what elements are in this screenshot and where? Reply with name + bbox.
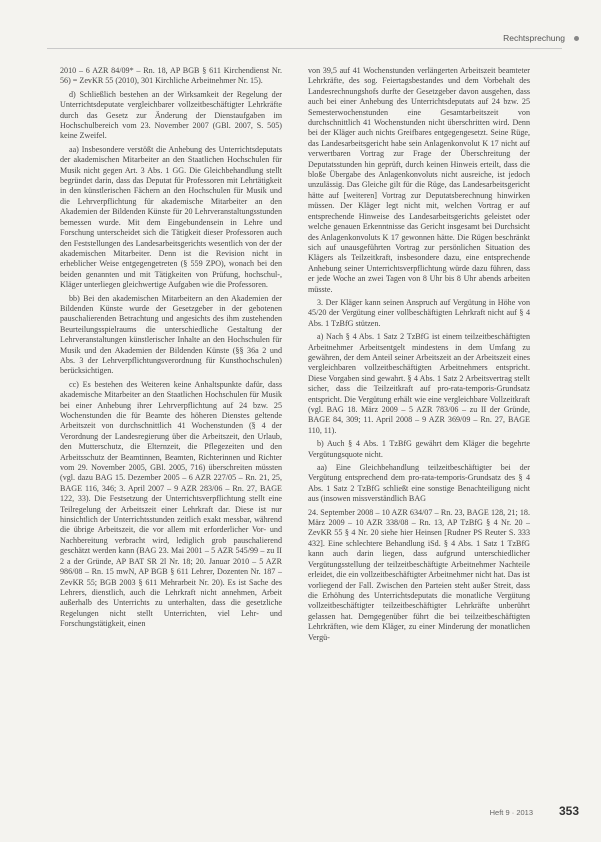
paragraph: bb) Bei den akademischen Mitarbeitern an den Akademien der Bildenden Künste wurde der Gesetzgeber in der gebotenen pauschalierenden Betrachtung und angesichts des ihm zustehenden Beurteilungsspielraums die unterschiedliche Gestaltung der Lehrveranstaltungen künstlerischer Inhalte an den Hochschulen für Musik und den Akademien der Bildenden Künste (§§ 36a 2 und Abs. 3 der Lehrverpflichtungsverordnung für Kunsthochschulen) berücksichtigen. bbox=[60, 293, 282, 376]
paragraph: 24. September 2008 – 10 AZR 634/07 – Rn. 23, BAGE 128, 21; 18. März 2009 – 10 AZR 338/08 – Rn. 13, AP TzBfG § 4 Nr. 20 – ZevKR 55 § 4 Nr. 20 siehe hier Heinsen [Rudner PS Reuter S. 333 432]. Eine schlechtere Behandlung iSd. § 4 Abs. 1 Satz 1 TzBfG kann auch darin liegen, dass aufgrund unterschiedlicher Vergütungsstellung der teilzeitbeschäftigte Arbeitnehmer Nachteile erleidet, die ein vollzeitbeschäftigter Arbeitnehmer nicht hat. Das ist vorliegend der Fall. Zwischen den Parteien steht außer Streit, dass die Erhöhung des Unterrichtsdeputats die monatliche Vergütung vollzeitbeschäftigter teilzeitbeschäftigter Lehrkräfte unberührt gelassen hat. Demgegenüber führt die bei teilzeitbeschäftigten Lehrkräften, wie dem Kläger, zu einer Minderung der monatlichen Vergü- bbox=[308, 507, 530, 642]
paragraph: aa) Insbesondere verstößt die Anhebung des Unterrichtsdeputats der akademischen Mitarbeiter an den Staatlichen Hochschulen für Musik nicht gegen Art. 3 Abs. 1 GG. Die Gleichbehandlung stellt begründet darin, dass das Deputat für Professoren mit Lehrtätigkeit in den künstlerischen Fächern an den Hochschulen für Musik und die Lehrverpflichtung für akademische Mitarbeiter an den Akademien der Bildenden Künste für 20 Lehrveranstaltungsstunden bemessen wurde. Mit dem Eingebundensein in Lehre und Forschung unterscheidet sich die Tätigkeit dieser Professoren auch den Feststellungen des Landesarbeitsgerichts wesentlich von der der akademischen Mitarbeiter. Denn ist die Revision nicht in erheblicher Weise entgegengetreten (§ 559 ZPO), wonach bei den beiden genannten und mit Tätigkeiten von Prüfung, hochschul-, Kläger unterliegen gleichwertige Aufgaben wie die Professoren. bbox=[60, 144, 282, 290]
paragraph: a) Nach § 4 Abs. 1 Satz 2 TzBfG ist einem teilzeitbeschäftigten Arbeitnehmer Arbeitsentgelt mindestens in dem Umfang zu gewähren, der dem Anteil seiner Arbeitszeit an der Arbeitszeit eines vergleichbaren vollzeitbeschäftigten Arbeitnehmers entspricht. Diese Vorgaben sind gewahrt. § 4 Abs. 1 Satz 2 Arbeitsvertrag stellt sicher, dass die Teilzeitkraft auf pro-rata-temporis-Grundsatz entspricht. Die Vergütung erhält wie eine vergleichbare Vollzeitkraft (vgl. BAG 18. März 2009 – 5 AZR 783/06 – zu II der Gründe, BAGE 84, 309; 11. April 2008 – 9 AZR 369/09 – Rn. 27, BAGE 110, 11). bbox=[308, 332, 530, 435]
bullet-dot-icon bbox=[574, 36, 579, 41]
paragraph: cc) Es bestehen des Weiteren keine Anhaltspunkte dafür, dass akademische Mitarbeiter an den Staatlichen Hochschulen für Musik bei einer Anhebung ihrer Lehrverpflichtung auf 24 bzw. 25 Wochenstunden die für Beamte des höheren Dienstes geltende Arbeitszeit von durchschnittlich 41 Wochenstunden (§ 4 der Verordnung der Landesregierung über die Arbeitszeit, den Urlaub, den Mutterschutz, die Elternzeit, die Pflegezeiten und den Arbeitsschutz der Beamtinnen, Beamten, Richterinnen und Richter vom 29. November 2005, GBl. 2005, 716) überschreiten müssten (vgl. dazu BAG 15. Dezember 2005 – 6 AZR 227/05 – Rn. 21, 25, BAGE 116, 346; 3. April 2007 – 9 AZR 283/06 – Rn. 27, BAGE 122, 33). Die Festsetzung der Unterrichtsverpflichtung stellt eine Teilregelung der Arbeitszeit einer Lehrkraft dar. Diese ist nur hinsichtlich der Unterrichtsstunden zeitlich exakt messbar, während die übrige Arbeitszeit, die vor allem mit erforderlicher Vor- und Nachbereitung verbracht wird, lediglich grob pauschalierend geschätzt werden kann (BAG 23. Mai 2001 – 5 AZR 545/99 – zu II 2 a der Gründe, AP BAT SR 2l Nr. 18; 20. Januar 2010 – 5 AZR 986/08 – Rn. 15 mwN, AP BGB § 611 Lehrer, Dozenten Nr. 187 – ZevKR 55; BGB 2003 § 611 Mehrarbeit Nr. 20). Es ist Sache des Lehrers, dienstlich, auch die Lehrkraft nicht annehmen, Arbeit außerhalb des Unterrichts zu unterhalten, dass die gesetzliche Regelungen nicht stellt Unterrichten, viel Lehr- und Forschungstätigkeit, einen bbox=[60, 379, 282, 629]
paragraph: aa) Eine Gleichbehandlung teilzeitbeschäftigter bei der Vergütung entsprechend dem pro-rata-temporis-Grundsatz des § 4 Abs. 1 Satz 2 TzBfG schließt eine sonstige Benachteiligung nicht aus (insowen missverständlich BAG bbox=[308, 463, 530, 504]
header-rule bbox=[47, 48, 562, 49]
paragraph: 2010 – 6 AZR 84/09* – Rn. 18, AP BGB § 611 Kirchendienst Nr. 56) = ZevKR 55 (2010), 301 Kirchliche Arbeitnehmer Nr. 15). bbox=[60, 66, 282, 86]
right-column bbox=[308, 66, 530, 814]
paragraph: von 39,5 auf 41 Wochenstunden verlängerten Arbeitszeit beamteter Lehrkräfte, des sog. Feiertagsbestandes und dem Vorbehalt des Landesrechnungshofs durfte der Gesetzgeber davon ausgehen, dass auch bei einer Anhebung des Unterrichtsdeputats auf 24 bzw. 25 Semesterwochenstunden eine Gesamtarbeitszeit von durchschnittlich 41 Wochenstunden nicht überschritten wird. Denn bei der Kläger auch nichts Greifbares entgegengesetzt. Seine Rüge, das Landesarbeitsgericht habe sein Anlagenkonvolut K 17 nicht auf verwertbaren Vortrag zur Frage der Überschreitung der Deputatsstunden hin geprüft, durch keinen Hinweis erteilt, dass die bloße Übergabe des Anlagenkonvoluts nicht ausreiche, ist jedoch unzulässig. Das Gleiche gilt für die Rüge, das Landesarbeitsgericht hätte auf [weiteren] Vortrag zur Deputatsberechnung hinwirken müssen. Der Kläger legt nicht mit, welchen Vortrag er auf entsprechende Hinweise des Landesarbeitsgerichts geleistet oder welche genauen Erkenntnisse das Gericht insgesamt bei Durchsicht des Anlagenkonvoluts K 17 gewonnen hätte. Die Rügen beschränkt sich auf unausgeführten Vortrag zur persönlichen Situation des Klägers als Teilzeitkraft, insbesondere dazu, eine entsprechende Anhebung seiner Unterrichtsverpflichtung würde dazu führen, dass er jede Woche an zwei Tagen von 8 Uhr bis 8 Uhr abends arbeiten müsste. bbox=[308, 66, 530, 294]
paragraph: 3. Der Kläger kann seinen Anspruch auf Vergütung in Höhe von 45/20 der Vergütung einer vollbeschäftigten Lehrkraft nicht auf § 4 Abs. 1 TzBfG stützen. bbox=[308, 297, 530, 328]
section-label: Rechtsprechung bbox=[503, 33, 565, 43]
paragraph: d) Schließlich bestehen an der Wirksamkeit der Regelung der Unterrichtsdeputate vergleichbarer vollzeitbeschäftigter Lehrkräfte durch das Gesetz zur Änderung der Dienstaufgaben im Hochschulbereich vom 23. November 2007 (GBl. 2007, S. 505) keine Zweifel. bbox=[60, 89, 282, 141]
running-header bbox=[0, 30, 601, 50]
page-footer bbox=[0, 804, 601, 824]
left-column bbox=[60, 66, 282, 814]
paragraph: b) Auch § 4 Abs. 1 TzBfG gewährt dem Kläger die begehrte Vergütungsquote nicht. bbox=[308, 439, 530, 459]
issue-label: Heft 9 · 2013 bbox=[489, 808, 533, 817]
page-number: 353 bbox=[558, 804, 579, 818]
